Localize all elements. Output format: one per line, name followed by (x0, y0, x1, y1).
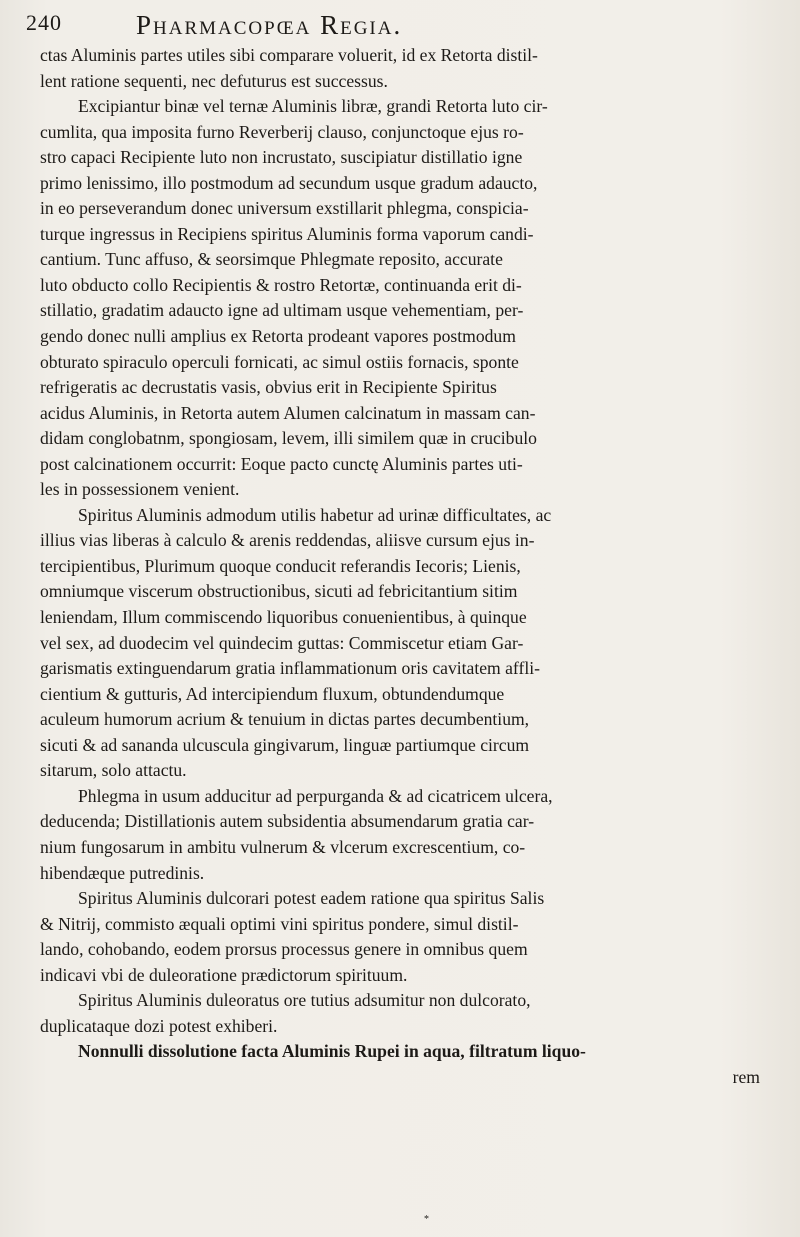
text-line: post calcinationem occurrit: Eoque pacto cunctę Aluminis partes uti- (40, 453, 523, 474)
text-line: lando, cohobando, eodem prorsus processus genere in omnibus quem (40, 939, 528, 960)
text-line: cumlita, qua imposita furno Reverberij clauso, conjunctoque ejus ro- (40, 121, 524, 142)
text-line: leniendam, Illum commiscendo liquoribus conuenientibus, à quinque (40, 607, 527, 628)
text-line: obturato spiraculo operculi fornicati, ac simul ostiis fornacis, sponte (40, 351, 519, 372)
text-line: Spiritus Aluminis admodum utilis habetur ad urinæ difficultates, ac (78, 504, 552, 525)
text-line: tercipientibus, Plurimum quoque conducit referandis Iecoris; Lienis, (40, 555, 521, 576)
text-line: Excipiantur binæ vel ternæ Aluminis libræ, grandi Retorta luto cir- (78, 96, 548, 117)
text-line: gendo donec nulli amplius ex Retorta prodeant vapores postmodum (40, 326, 516, 347)
text-line: luto obducto collo Recipientis & rostro Retortæ, continuanda erit di- (40, 274, 522, 295)
running-title: Pharmacopœa Regia. (136, 10, 403, 40)
text-line: vel sex, ad duodecim vel quindecim guttas: Commiscetur etiam Gar- (40, 632, 524, 653)
text-line: aculeum humorum acrium & tenuium in dictas partes decumbentium, (40, 709, 530, 730)
text-line: turque ingressus in Recipiens spiritus Aluminis forma vaporum candi- (40, 223, 534, 244)
catchword: rem (732, 1066, 760, 1087)
text-line: omniumque viscerum obstructionibus, sicuti ad febricitantium sitim (40, 581, 518, 602)
page-header (26, 10, 776, 40)
text-line: Spiritus Aluminis dulcorari potest eadem ratione qua spiritus Salis (78, 888, 545, 909)
text-line: didam conglobatnm, spongiosam, levem, illi similem quæ in crucibulo (40, 428, 537, 449)
text-line: garismatis extinguendarum gratia inflammationum oris cavitatem affli- (40, 658, 540, 679)
text-line: stro capaci Recipiente luto non incrustato, suscipiatur distillatio igne (40, 147, 523, 168)
text-line: hibendæque putredinis. (40, 862, 205, 883)
text-line: lent ratione sequenti, nec defuturus est successus. (40, 70, 388, 91)
text-line: & Nitrij, commisto æquali optimi vini spiritus pondere, simul distil- (40, 913, 519, 934)
text-line: Phlegma in usum adducitur ad perpurganda & ad cicatricem ulcera, (78, 785, 553, 806)
text-line: Nonnulli dissolutione facta Aluminis Rupei in aqua, filtratum liquo- (78, 1041, 586, 1062)
text-line: refrigeratis ac decrustatis vasis, obvius erit in Recipiente Spiritus (40, 377, 497, 398)
text-line: sicuti & ad sananda ulcuscula gingivarum, linguæ partiumque circum (40, 734, 530, 755)
page-number: 240 (26, 10, 62, 35)
text-line: Spiritus Aluminis duleoratus ore tutius adsumitur non dulcorato, (78, 990, 531, 1011)
text-line: cientium & gutturis, Ad intercipiendum fluxum, obtundendumque (40, 683, 505, 704)
text-line: sitarum, solo attactu. (40, 760, 187, 781)
text-line: primo lenissimo, illo postmodum ad secundum usque gradum adaucto, (40, 172, 538, 193)
text-line: ctas Aluminis partes utiles sibi comparare voluerit, id ex Retorta distil- (40, 45, 538, 65)
text-line: nium fungosarum in ambitu vulnerum & vlcerum excrescentium, co- (40, 836, 526, 857)
text-line: stillatio, gradatim adaucto igne ad ultimam usque vehementiam, per- (40, 300, 524, 321)
body-text (40, 43, 768, 1090)
bottom-mark: * (424, 1214, 429, 1225)
text-line: duplicataque dozi potest exhiberi. (40, 1015, 278, 1036)
text-line: illius vias liberas à calculo & arenis reddendas, aliisve cursum ejus in- (40, 530, 535, 551)
text-line: les in possessionem venient. (40, 479, 240, 500)
text-line: in eo perseverandum donec universum exstillarit phlegma, conspicia- (40, 198, 529, 219)
text-line: acidus Aluminis, in Retorta autem Alumen calcinatum in massam can- (40, 402, 536, 423)
text-line: indicavi vbi de duleoratione prædictorum spirituum. (40, 964, 408, 985)
text-line: cantium. Tunc affuso, & seorsimque Phlegmate reposito, accurate (40, 249, 503, 270)
text-line: deducenda; Distillationis autem subsidentia absumendarum gratia car- (40, 811, 535, 832)
